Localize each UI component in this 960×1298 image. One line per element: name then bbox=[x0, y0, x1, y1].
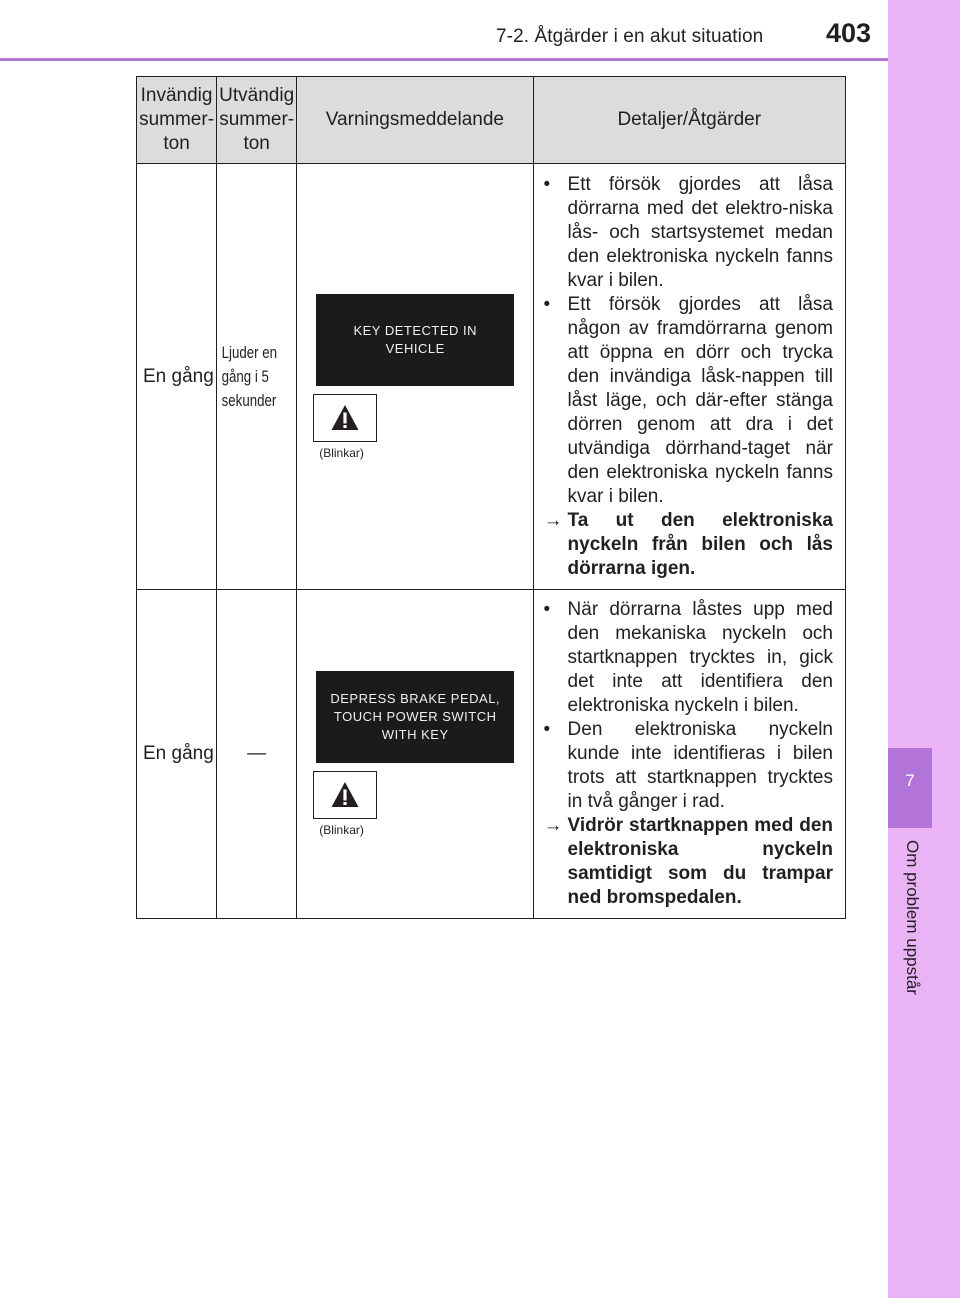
bullet-mark: • bbox=[543, 173, 551, 195]
detail-text: Den elektroniska nyckeln kunde inte identifieras i bilen trots att startknappen trycktes in två gånger i rad. bbox=[567, 719, 833, 812]
table-header-row bbox=[137, 77, 846, 164]
table-row bbox=[137, 590, 846, 919]
header-details: Detaljer/Åtgärder bbox=[533, 77, 845, 164]
detail-item bbox=[544, 293, 833, 509]
details-cell bbox=[533, 164, 845, 590]
detail-text: När dörrarna låstes upp med den mekaniska nyckeln och startknappen trycktes in, gick det inte att identifiera den elektroniska nyckeln i bilen. bbox=[567, 599, 833, 716]
section-title: 7-2. Åtgärder i en akut situation bbox=[496, 26, 764, 47]
page-number: 403 bbox=[826, 18, 872, 48]
display-message-line: KEY DETECTED IN bbox=[353, 322, 477, 338]
header-inside-buzzer: Invändig summer-ton bbox=[137, 77, 217, 164]
details-cell bbox=[533, 590, 845, 919]
bullet-mark: • bbox=[543, 293, 551, 315]
warning-message-cell bbox=[297, 590, 533, 919]
detail-text: Ett försök gjordes att låsa dörrarna med det elektro-niska lås- och startsystemet medan den elektroniska nyckeln fanns kvar i bilen. bbox=[567, 173, 833, 291]
bullet-mark: • bbox=[543, 599, 551, 620]
arrow-icon: → bbox=[543, 815, 563, 836]
display-message-line: DEPRESS BRAKE PEDAL, bbox=[330, 691, 501, 706]
blink-label: (Blinkar) bbox=[319, 823, 364, 837]
action-item bbox=[544, 509, 833, 581]
outside-buzzer-cell bbox=[217, 164, 297, 590]
display-message-line: VEHICLE bbox=[385, 340, 445, 356]
inside-buzzer-cell bbox=[137, 164, 217, 590]
outside-buzzer-text: — bbox=[247, 743, 267, 764]
detail-item bbox=[544, 173, 833, 293]
action-text: Vidrör startknappen med den elektroniska nyckeln samtidigt som du trampar ned bromspedalen. bbox=[567, 815, 833, 908]
chapter-title: Om problem uppstår bbox=[903, 840, 922, 995]
side-tab bbox=[888, 0, 960, 1298]
display-message-line: TOUCH POWER SWITCH bbox=[333, 709, 497, 724]
outside-buzzer-text: Ljuder en gång i 5 sekunder bbox=[221, 342, 278, 410]
header-warning-message: Varningsmeddelande bbox=[297, 77, 533, 164]
header-outside-buzzer: Utvändig summer-ton bbox=[217, 77, 297, 164]
blink-label: (Blinkar) bbox=[319, 445, 364, 460]
action-text: Ta ut den elektroniska nyckeln från bilen och lås dörrarna igen. bbox=[567, 509, 833, 579]
detail-text: Ett försök gjordes att låsa någon av framdörrarna genom att öppna en dörr och trycka den invändiga låsk-nappen till låst läge, och där-efter stänga dörren genom att dra i det utvändiga dörrhand-taget när den elektroniska nyckeln fanns kvar i bilen. bbox=[567, 293, 833, 507]
warning-message-cell bbox=[297, 164, 533, 590]
outside-buzzer-cell bbox=[217, 590, 297, 919]
action-item bbox=[544, 814, 833, 910]
header-rule bbox=[0, 58, 888, 61]
inside-buzzer-text: En gång bbox=[143, 743, 214, 764]
warning-triangle-icon bbox=[313, 771, 377, 819]
warning-table bbox=[136, 76, 846, 919]
chapter-number-tab[interactable]: 7 bbox=[888, 748, 932, 828]
display-screen bbox=[316, 294, 514, 386]
inside-buzzer-cell bbox=[137, 590, 217, 919]
table-row bbox=[137, 164, 846, 590]
detail-item bbox=[544, 718, 833, 814]
detail-item bbox=[544, 598, 833, 718]
arrow-icon: → bbox=[543, 509, 563, 531]
inside-buzzer-text: En gång bbox=[143, 365, 214, 387]
warning-triangle-icon bbox=[313, 394, 377, 442]
bullet-mark: • bbox=[543, 719, 551, 740]
display-screen bbox=[316, 671, 514, 763]
display-message-line: WITH KEY bbox=[381, 727, 449, 742]
